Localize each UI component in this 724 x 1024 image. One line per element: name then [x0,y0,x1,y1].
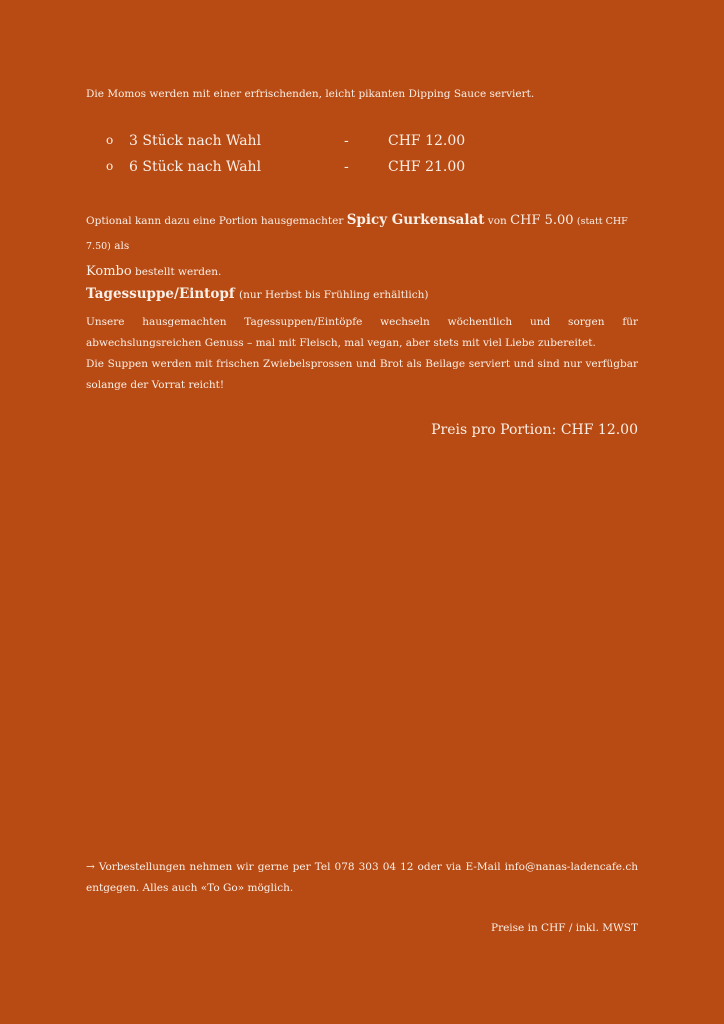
kombo-label: Kombo [86,264,132,279]
option-dash: - [344,133,349,149]
bullet-icon: o [106,133,114,147]
soup-paragraph-1: Unsere hausgemachten Tagessuppen/Eintöpfe wechseln wöchentlich und sorgen für abwechslungsreichen Genuss – mal mit Fleisch, mal vegan, aber stets mit viel Liebe zubereitet. [86,316,638,349]
option-label: 6 Stück nach Wahl [129,159,262,175]
gurkensalat-regular-price: (statt CHF 7.50) [86,216,628,252]
optional-text-part4: bestellt werden. [135,266,222,278]
soup-title: Tagessuppe/Eintopf [86,286,235,302]
option-row-3-pieces [106,133,526,157]
soup-season-note: (nur Herbst bis Frühling erhältlich) [238,289,429,301]
soup-heading [86,286,638,302]
soup-portion-price: Preis pro Portion: CHF 12.00 [431,422,638,438]
bullet-icon: o [106,159,114,173]
option-price: CHF 21.00 [388,159,466,175]
optional-kombo-text [86,208,638,285]
prices-note: Preise in CHF / inkl. MWST [491,922,638,934]
optional-text-part3: als [114,240,130,252]
option-price: CHF 12.00 [388,133,466,149]
option-label: 3 Stück nach Wahl [129,133,262,149]
momos-intro-text: Die Momos werden mit einer erfrischenden, leicht pikanten Dipping Sauce serviert. [86,88,535,100]
option-row-6-pieces [106,159,526,183]
spicy-gurkensalat-label: Spicy Gurkensalat [346,212,485,228]
soup-description [86,312,638,396]
optional-text-part2: von [487,215,507,227]
preorder-note: → Vorbestellungen nehmen wir gerne per Tel 078 303 04 12 oder via E-Mail info@nanas-ladencafe.ch entgegen. Alles auch «To Go» möglich. [86,861,638,894]
optional-text-part1: Optional kann dazu eine Portion hausgemachter [86,215,344,227]
gurkensalat-price: CHF 5.00 [510,213,574,228]
option-dash: - [344,159,349,175]
soup-paragraph-2: Die Suppen werden mit frischen Zwiebelsprossen und Brot als Beilage serviert und sind nur verfügbar solange der Vorrat reicht! [86,358,638,391]
